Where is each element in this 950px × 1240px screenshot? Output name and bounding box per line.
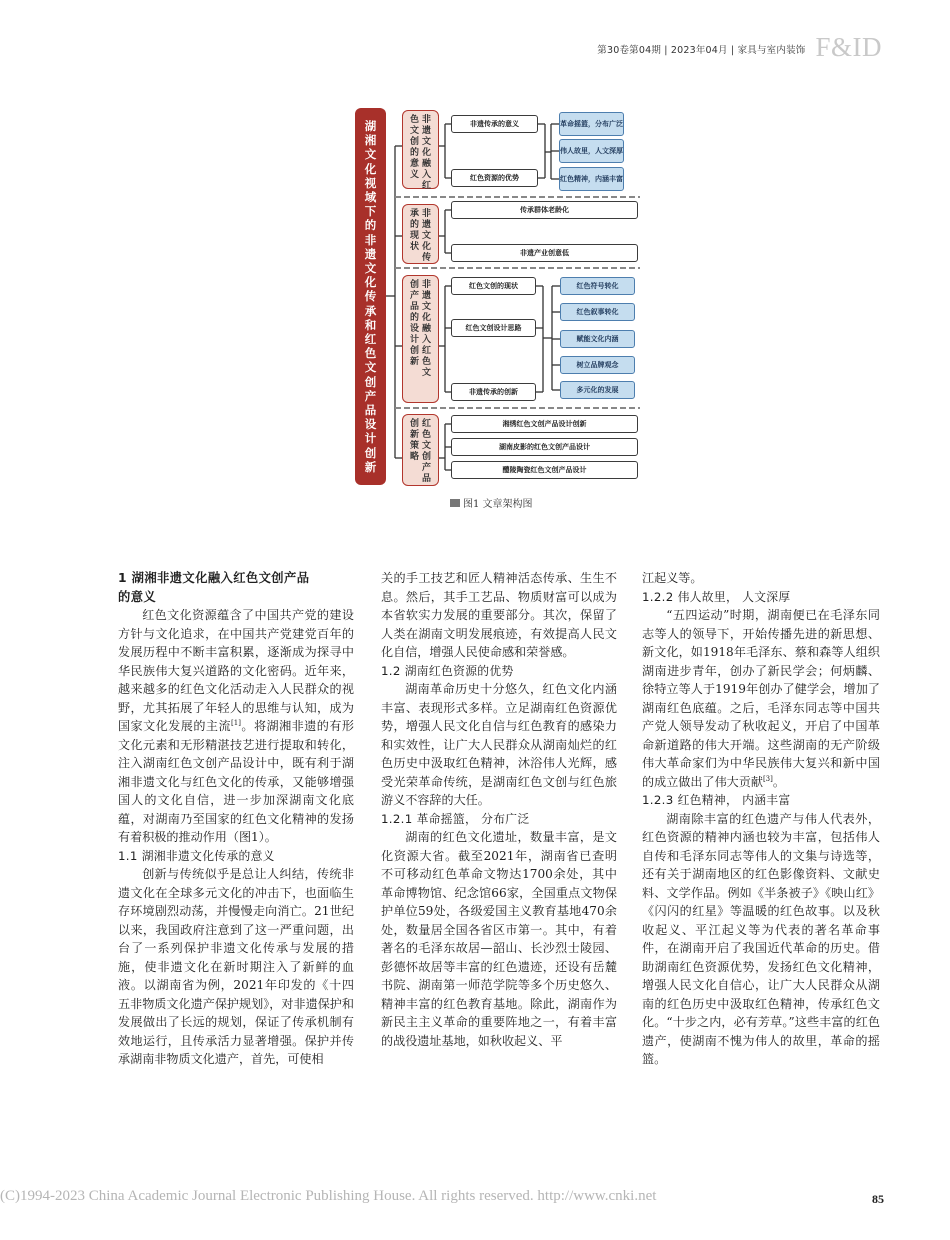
subsection-heading: 1.2 湖南红色资源的优势	[381, 663, 514, 678]
text-column-3	[642, 569, 880, 1069]
root-char: 下	[364, 204, 377, 219]
root-char: 非	[364, 232, 377, 247]
structure-diagram	[355, 108, 640, 485]
paragraph: 江起义等。	[642, 571, 703, 585]
root-char: 新	[364, 459, 377, 474]
section-node-1	[402, 110, 439, 189]
root-char: 品	[364, 403, 377, 418]
section-char: 化	[422, 148, 432, 158]
section-char: 色	[422, 430, 432, 440]
root-char: 化	[364, 161, 377, 176]
page-header	[597, 34, 882, 60]
section-char: 融	[422, 324, 432, 334]
section-char: 现	[409, 231, 419, 241]
section-char: 入	[422, 170, 432, 180]
text-column-2	[381, 569, 617, 1050]
section-char: 遗	[422, 126, 432, 136]
section-3-col-b	[410, 280, 419, 402]
section-char: 义	[409, 170, 419, 180]
section-2-col-b	[410, 209, 419, 263]
section-char: 略	[409, 452, 419, 462]
paragraph: 湖南革命历史十分悠久，红色文化内涵丰富、表现形式多样。立足湖南红色资源优势，增强人民文化自信与红色教育的感染力和实效性，让广大人民群众从湖南灿烂的红色历史中汲取红色精神，沐浴伟人光辉，感受光荣革命传统，是湖南红色文创与红色旅游义不容辞的大任。	[381, 682, 617, 807]
section-heading-1b: 的意义	[118, 589, 157, 604]
paragraph: 湖南除丰富的红色遗产与伟人代表外，红色资源的精神内涵也较为丰富，包括伟人自传和毛泽东同志等伟人的文集与诗选等，还有关于湖南地区的红色影像资料、文献史料、文学作品。例如《半条被子》《映山红》《闪闪的红星》等温暖的红色故事。以及秋收起义、平江起义等为代表的著名革命事件，在湖南开启了我国近代革命的历史。借助湖南红色资源优势，发扬红色文化精神，增强人民文化自信心，让广大人民群众从湖南的红色历史中汲取红色精神，传承红色文化。“十步之内，必有芳草。”这些丰富的红色遗产，使湖南不愧为伟人的故里，革命的摇篮。	[642, 811, 880, 1066]
section-char: 入	[422, 335, 432, 345]
section-char: 创	[422, 452, 432, 462]
node-aging-inheritors: 传承群体老龄化	[451, 201, 638, 219]
leaf-red-spirit: 红色精神，内涵丰富	[559, 167, 624, 191]
citation-ref: [1]	[231, 718, 241, 727]
section-char: 文	[409, 126, 419, 136]
root-char: 计	[364, 431, 377, 446]
section-char: 非	[422, 115, 432, 125]
node-xiang-embroidery: 湘绣红色文创产品设计创新	[451, 415, 638, 433]
section-heading-1a: 1 湖湘非遗文化融入红色文创产品	[118, 571, 310, 585]
section-node-3	[402, 275, 439, 403]
sub-subsection-heading: 1.2.3 红色精神， 内涵丰富	[642, 793, 791, 807]
section-char: 创	[409, 280, 419, 290]
section-char: 设	[409, 324, 419, 334]
section-node-2	[402, 204, 439, 264]
journal-meta: 第30卷第04期 | 2023年04月 | 家具与室内装饰	[597, 45, 806, 56]
section-char: 文	[422, 231, 432, 241]
root-char: 文	[364, 360, 377, 375]
page-number: 85	[872, 1192, 884, 1206]
section-3-col-a	[422, 280, 431, 402]
section-char: 的	[409, 220, 419, 230]
root-char: 文	[364, 147, 377, 162]
leaf-revolution-cradle: 革命摇篮，分布广泛	[559, 112, 624, 136]
node-liling-ceramics: 醴陵陶瓷红色文创产品设计	[451, 461, 638, 479]
root-char: 红	[364, 332, 377, 346]
section-char: 策	[409, 441, 419, 451]
section-char: 非	[422, 280, 432, 290]
paragraph: “五四运动”时期，湖南便已在毛泽东同志等人的领导下，开始传播先进的新思想、新文化，如1918年毛泽东、蔡和森等人组织湖南进步青年，创办了新民学会；何炳麟、徐特立等人于1919年创办了健学会，增加了湖南红色底蕴。之后，毛泽东同志等中国共产党人领导发动了秋收起义，开启了中国革命新道路的伟大开端。这些湖南的无产阶级伟大革命家们为中华民族伟大复兴和新中国的成立做出了伟大贡献[3]。	[642, 608, 880, 789]
node-heritage-meaning: 非遗传承的意义	[451, 115, 538, 133]
section-char: 产	[422, 463, 432, 473]
journal-logo: F&ID	[815, 32, 882, 62]
section-node-4	[402, 414, 439, 486]
section-char: 色	[422, 357, 432, 367]
node-low-creativity: 非遗产业创意低	[451, 244, 638, 262]
section-char: 遗	[422, 220, 432, 230]
root-char: 承	[364, 303, 377, 318]
leaf-diversified-development: 多元化的发展	[560, 381, 635, 399]
root-char: 的	[364, 218, 377, 233]
root-char: 湘	[364, 133, 377, 148]
section-char: 新	[409, 430, 419, 440]
section-char: 新	[409, 357, 419, 367]
section-char: 承	[409, 209, 419, 219]
root-char: 化	[364, 275, 377, 290]
root-char: 湖	[364, 118, 377, 133]
section-char: 品	[422, 474, 432, 484]
section-char: 文	[422, 137, 432, 147]
section-4-col-b	[410, 419, 419, 485]
section-char: 计	[409, 335, 419, 345]
root-char: 产	[364, 388, 377, 403]
section-char: 的	[409, 148, 419, 158]
section-char: 化	[422, 313, 432, 323]
section-char: 意	[409, 159, 419, 169]
section-char: 色	[409, 115, 419, 125]
section-char: 红	[422, 346, 432, 356]
root-char: 视	[364, 175, 377, 190]
sub-subsection-heading: 1.2.1 革命摇篮， 分布广泛	[381, 811, 530, 826]
copyright-footer: (C)1994-2023 China Academic Journal Electronic Publishing House. All rights reserved. http://www.cnki.net	[0, 1188, 657, 1204]
node-red-resource-advantage: 红色资源的优势	[451, 169, 538, 187]
paragraph: 关的手工技艺和匠人精神活态传承、生生不息。然后，其手工艺品、物质财富可以成为本省软实力发展的重要部分。其次，保留了人类在湖南文明发展痕迹，有效提高人民文化自信，增强人民使命感和荣誉感。	[381, 571, 617, 659]
section-1-col-b	[410, 115, 419, 188]
section-char: 创	[409, 137, 419, 147]
paragraph: 红色文化资源蕴含了中国共产党的建设方针与文化追求，在中国共产党建党百年的发展历程中不断丰富积累，逐渐成为探寻中华民族伟大复兴道路的文化密码。近年来，越来越多的红色文化活动走入人民群众的视野，尤其拓展了年轻人的思维与认知，成为国家文化发展的主流[1]。将湖湘非遗的有形文化元素和无形精湛技艺进行提取和转化，注入湖南红色文创产品设计中，既有利于湖湘非遗文化与红色文化的传承，又能够增强国人的文化自信，进一步加深湖南文化底蕴，对湖南乃至国家的红色文化精神的发扬有着积极的推动作用（图1）。	[118, 608, 354, 844]
node-red-cultural-status: 红色文创的现状	[451, 277, 536, 295]
root-char: 域	[364, 189, 377, 204]
section-char: 创	[409, 346, 419, 356]
section-char: 传	[422, 253, 432, 263]
leaf-red-narrative: 红色叙事转化	[560, 303, 635, 321]
paragraph: 湖南的红色文化遗址，数量丰富，是文化资源大省。截至2021年，湖南省已查明不可移动红色革命文物达1700余处，其中革命博物馆、纪念馆66家，全国重点文物保护单位59处，各级爱国主义教育基地470余处，数量居全国各省区市第一。其中，有着著名的毛泽东故居—韶山、长沙烈士陵园、彭德怀故居等丰富的红色遗迹，还设有岳麓书院、湖南第一师范学院等多个历史悠久、精神丰富的红色教育基地。除此，湖南作为新民主主义革命的重要阵地之一，有着丰富的战役遗址基地，如秋收起义、平	[381, 830, 617, 1048]
section-char: 文	[422, 302, 432, 312]
section-char: 文	[422, 441, 432, 451]
section-char: 品	[409, 302, 419, 312]
root-char: 和	[364, 317, 377, 332]
section-char: 产	[409, 291, 419, 301]
node-design-approach: 红色文创设计思路	[451, 319, 536, 337]
section-char: 红	[422, 419, 432, 429]
section-char: 非	[422, 209, 432, 219]
section-char: 创	[409, 419, 419, 429]
section-1-col-a	[422, 115, 432, 191]
text-column-1	[118, 569, 354, 1069]
leaf-hometown-of-great-men: 伟人故里，人文深厚	[559, 139, 624, 163]
section-char: 的	[409, 313, 419, 323]
leaf-cultural-connotation: 赋能文化内涵	[560, 330, 635, 348]
leaf-red-symbol: 红色符号转化	[560, 277, 635, 295]
section-char: 遗	[422, 291, 432, 301]
section-char: 化	[422, 242, 432, 252]
subsection-heading: 1.1 湖湘非遗文化传承的意义	[118, 848, 275, 863]
root-char: 传	[364, 289, 377, 304]
root-char: 色	[364, 346, 377, 361]
figure-caption-text: 图1 文章架构图	[463, 499, 533, 510]
paragraph: 创新与传统似乎是总让人纠结，传统非遗文化在全球多元文化的冲击下，也面临生存环境剧烈动荡，并慢慢走向消亡。21世纪以来，我国政府注意到了这一严重问题，出台了一系列保护非遗文化传承与发展的措施，使非遗文化在新时期注入了新鲜的血液。以湖南省为例，2021年印发的《十四五非物质文化遗产保护规划》，对非遗保护和发展做出了长远的规划，保证了传承机制有效地运行，且传承活力显著增强。保护并传承湖南非物质文化遗产，首先，可使相	[118, 867, 354, 1066]
section-char: 融	[422, 159, 432, 169]
node-heritage-innovation: 非遗传承的创新	[451, 383, 536, 401]
root-char: 创	[364, 445, 377, 460]
root-char: 文	[364, 260, 377, 275]
section-char: 红	[422, 181, 432, 191]
root-char: 遗	[364, 246, 377, 261]
section-char: 状	[409, 242, 419, 252]
section-4-col-a	[422, 419, 431, 485]
sub-subsection-heading: 1.2.2 伟人故里， 人文深厚	[642, 589, 791, 604]
section-char: 文	[422, 368, 432, 378]
diagram-root-node	[355, 108, 386, 485]
section-2-col-a	[422, 209, 431, 263]
caption-marker-icon	[450, 499, 460, 507]
figure-caption	[450, 495, 533, 510]
root-char: 设	[364, 417, 377, 432]
leaf-brand-concept: 树立品牌观念	[560, 356, 635, 374]
node-shadow-puppetry: 湖南皮影的红色文创产品设计	[451, 438, 638, 456]
citation-ref: [3]	[762, 774, 773, 783]
root-char: 创	[364, 374, 377, 389]
